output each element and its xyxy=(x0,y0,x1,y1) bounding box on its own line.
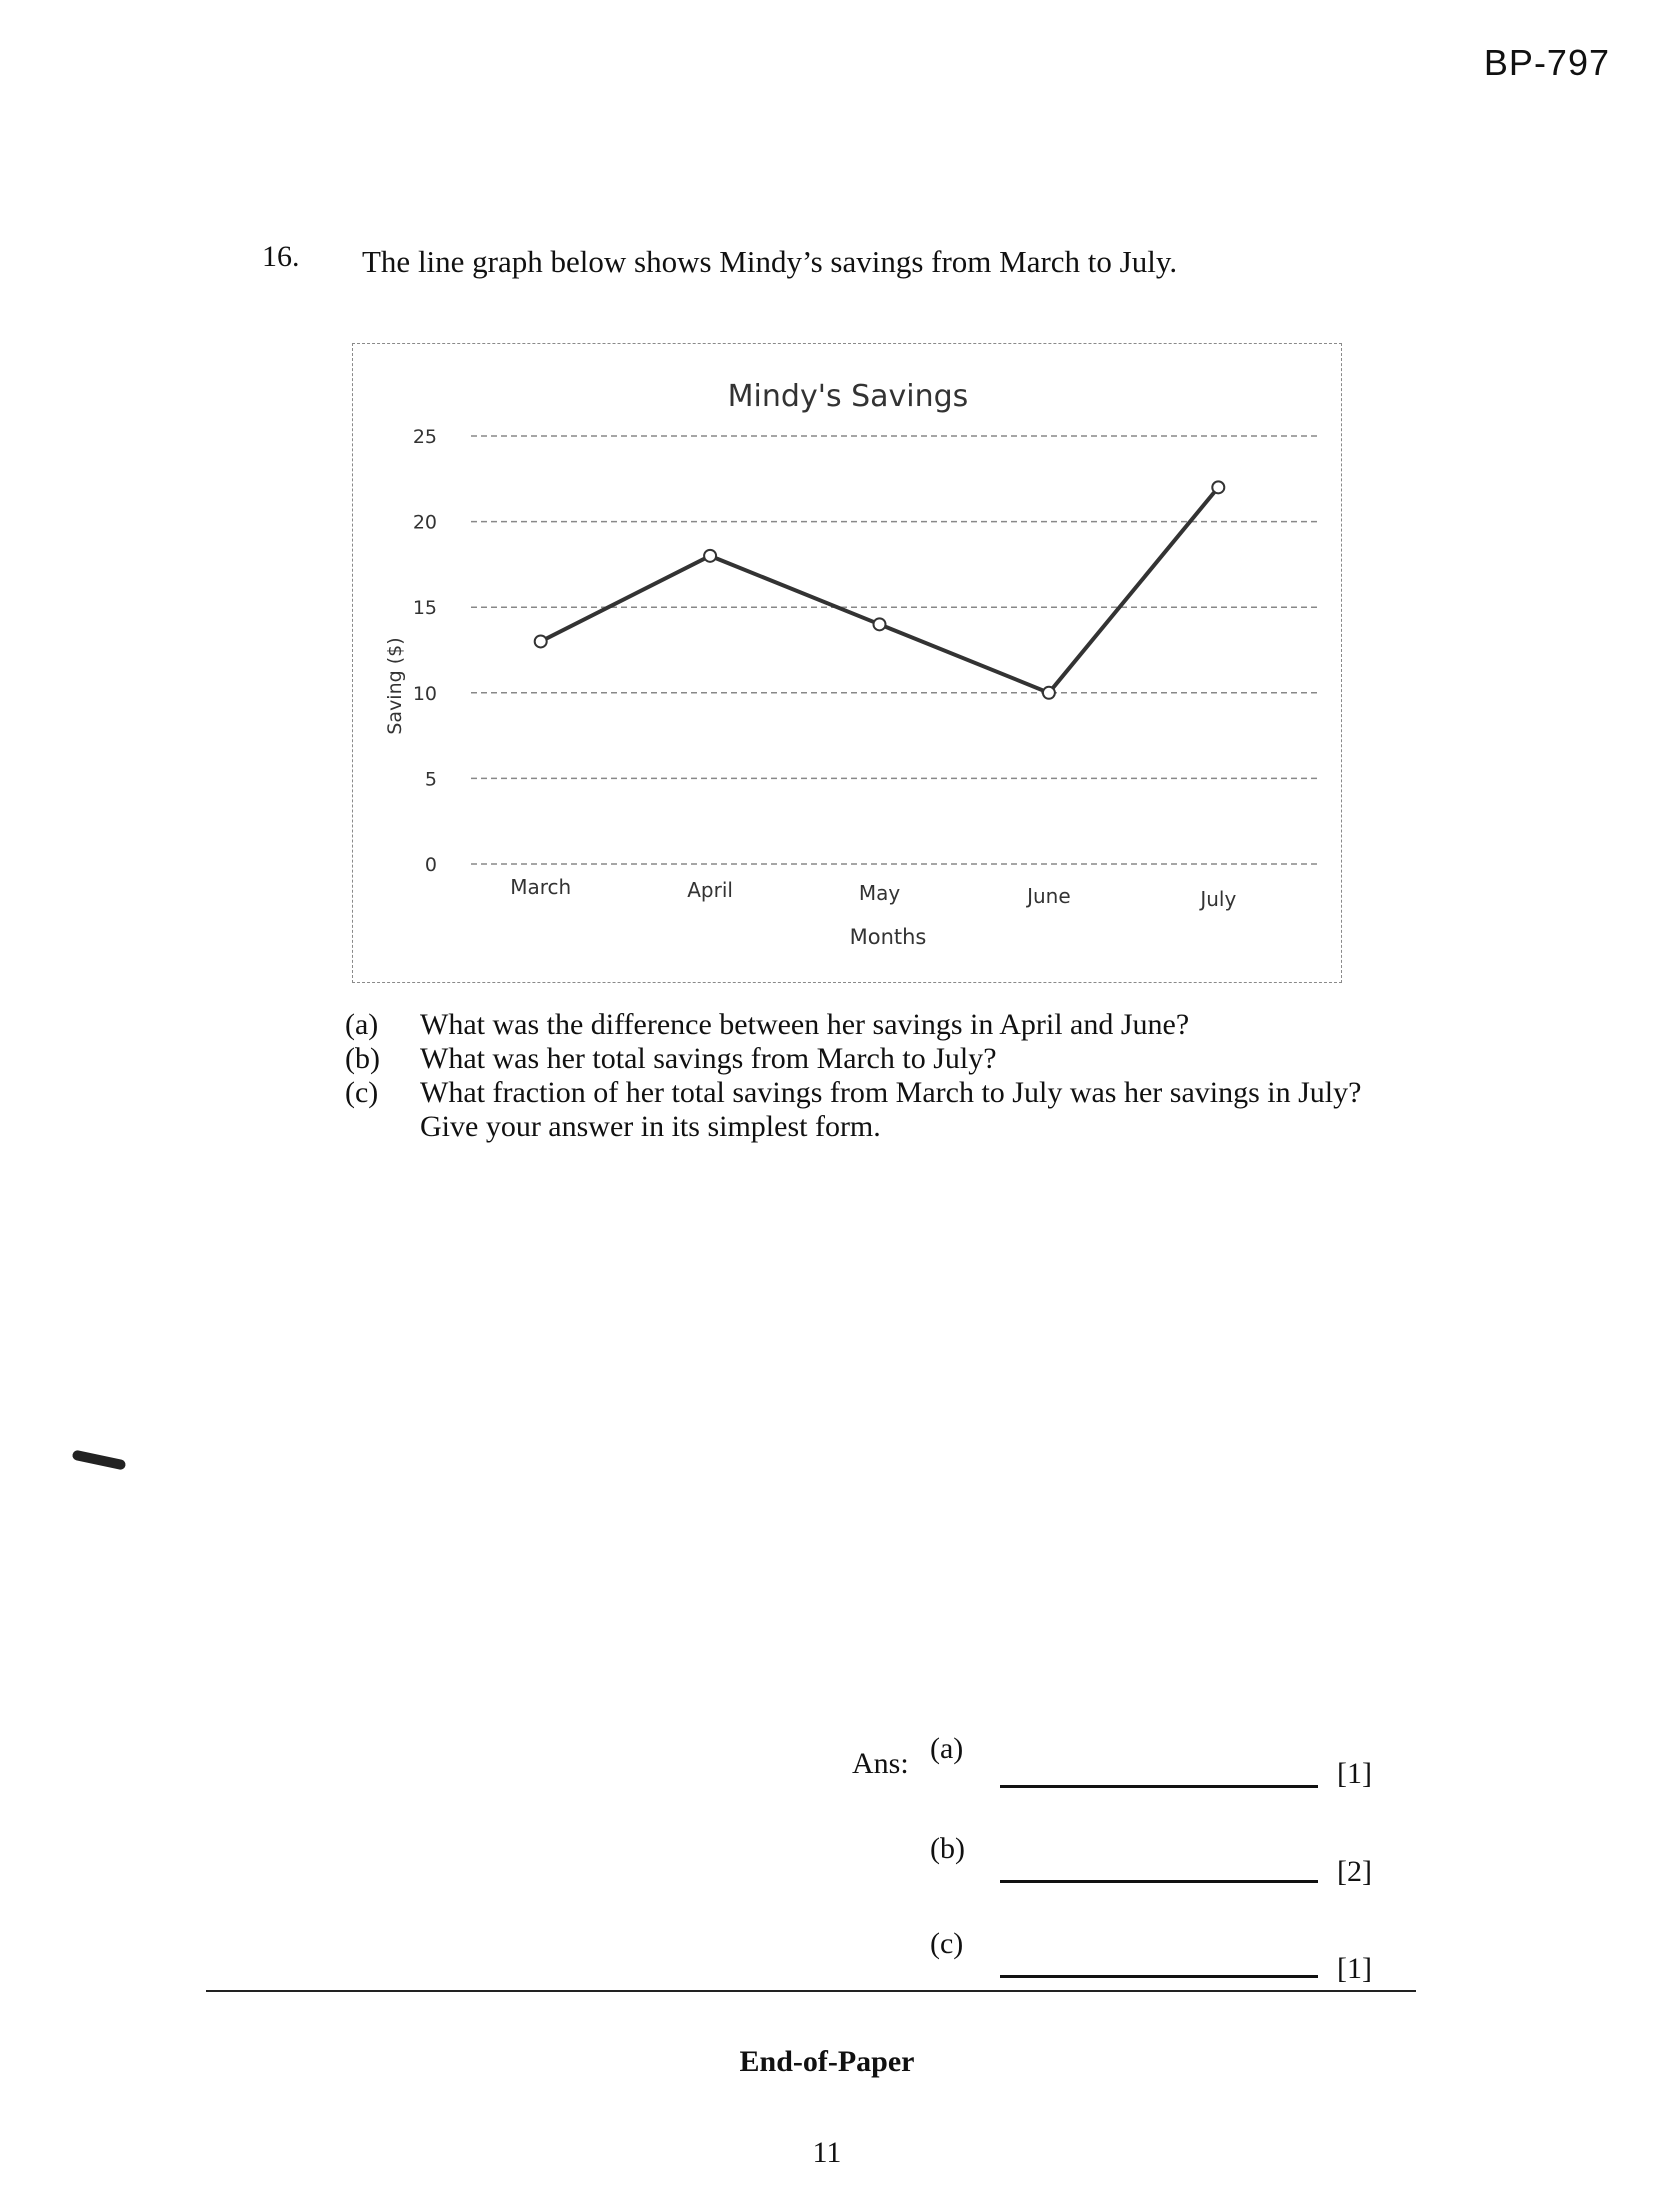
y-tick-label-0: 0 xyxy=(424,854,437,876)
y-tick-label-20: 20 xyxy=(412,511,437,534)
data-point-march xyxy=(535,635,547,647)
answer-b-mark: [2] xyxy=(1337,1855,1372,1888)
part-c-instruction: Give your answer in its simplest form. xyxy=(420,1110,881,1143)
paper-code: BP-797 xyxy=(1483,42,1610,83)
chart-canvas xyxy=(353,344,1343,984)
x-tick-label-march: March xyxy=(510,875,572,899)
answer-b-blank[interactable] xyxy=(1000,1880,1318,1883)
pen-smudge xyxy=(72,1449,127,1470)
y-axis-label: Saving ($) xyxy=(384,637,406,735)
end-of-paper: End-of-Paper xyxy=(739,2045,915,2078)
chart-title: Mindy's Savings xyxy=(727,379,969,414)
page-number: 11 xyxy=(812,2136,842,2169)
data-point-april xyxy=(704,550,716,562)
part-b-letter: (b) xyxy=(345,1042,380,1075)
series-line xyxy=(541,487,1219,692)
footer-rule xyxy=(206,1990,1416,1992)
data-point-july xyxy=(1212,481,1224,493)
question-number: 16. xyxy=(262,240,300,273)
part-a-letter: (a) xyxy=(345,1008,379,1041)
x-tick-label-june: June xyxy=(1027,884,1071,908)
x-tick-label-july: July xyxy=(1200,887,1237,911)
part-b-text: What was her total savings from March to July? xyxy=(420,1042,997,1075)
y-tick-label-5: 5 xyxy=(424,768,437,791)
data-point-june xyxy=(1043,687,1055,699)
answer-c-letter: (c) xyxy=(930,1927,964,1960)
answer-a-blank[interactable] xyxy=(1000,1785,1318,1788)
x-tick-label-may: May xyxy=(858,881,901,905)
answer-c-blank[interactable] xyxy=(1000,1975,1318,1978)
savings-line-chart xyxy=(352,343,1342,983)
question-text: The line graph below shows Mindy’s savings from March to July. xyxy=(362,244,1178,279)
y-tick-label-15: 15 xyxy=(412,597,437,620)
x-tick-label-april: April xyxy=(687,878,733,902)
y-tick-label-25: 25 xyxy=(412,426,437,448)
answer-a-letter: (a) xyxy=(930,1732,964,1765)
answer-c-mark: [1] xyxy=(1337,1952,1372,1985)
answer-label: Ans: xyxy=(852,1747,909,1780)
part-a-text: What was the difference between her savings in April and June? xyxy=(420,1008,1190,1041)
answer-b-letter: (b) xyxy=(930,1832,965,1865)
part-c-letter: (c) xyxy=(345,1076,379,1109)
data-point-may xyxy=(874,618,886,630)
y-tick-label-10: 10 xyxy=(412,682,437,705)
x-axis-label: Months xyxy=(849,925,927,949)
answer-a-mark: [1] xyxy=(1337,1757,1372,1790)
part-c-text: What fraction of her total savings from March to July was her savings in July? xyxy=(420,1076,1362,1109)
